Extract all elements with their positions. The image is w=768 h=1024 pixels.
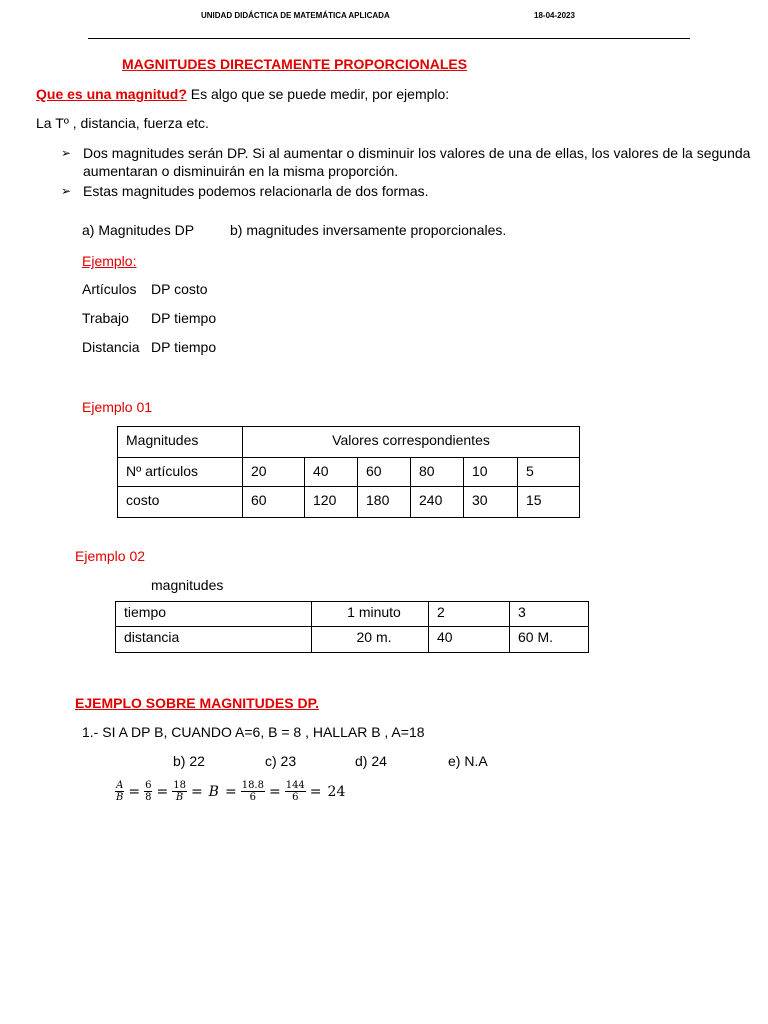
table-cell: Nº artículos bbox=[118, 458, 243, 487]
ejemplo01-table bbox=[117, 426, 580, 518]
intro-question: Que es una magnitud? bbox=[36, 86, 187, 102]
table-cell: 60 bbox=[243, 487, 305, 518]
document-header: UNIDAD DIDÁCTICA DE MATEMÁTICA APLICADA bbox=[201, 11, 390, 20]
table-cell: 60 M. bbox=[510, 627, 589, 653]
table-cell: 20 m. bbox=[312, 627, 429, 653]
table-row bbox=[116, 602, 589, 627]
table-cell: Magnitudes bbox=[118, 427, 243, 458]
table-row bbox=[118, 427, 580, 458]
option-b: b) 22 bbox=[173, 753, 205, 769]
arrow-bullet-icon: ➢ bbox=[61, 146, 72, 160]
header-date: 18-04-2023 bbox=[534, 11, 575, 20]
fraction: $\frac{6}{8}$ bbox=[145, 780, 152, 803]
table-cell: 20 bbox=[243, 458, 305, 487]
table-row bbox=[116, 627, 589, 653]
result: 24 bbox=[327, 783, 346, 800]
exercise-question: 1.- SI A DP B, CUANDO A=6, B = 8 , HALLAR B , A=18 bbox=[82, 724, 425, 740]
table-cell: costo bbox=[118, 487, 243, 518]
fraction: $\frac{A}{B}$ bbox=[116, 780, 124, 803]
ejemplo-line-left: Artículos bbox=[82, 281, 137, 297]
table-cell: 3 bbox=[510, 602, 589, 627]
ejemplo01-label: Ejemplo 01 bbox=[82, 399, 153, 415]
fraction: $\frac{144}{6}$ bbox=[285, 780, 305, 803]
exercise-heading: EJEMPLO SOBRE MAGNITUDES DP. bbox=[75, 695, 320, 711]
bullet-1-line-2: aumentaran o disminuirán en la misma proporción. bbox=[83, 163, 399, 179]
table-cell: 5 bbox=[518, 458, 580, 487]
ejemplo-line-left: Distancia bbox=[82, 339, 140, 355]
table-cell: 80 bbox=[411, 458, 464, 487]
table-cell: 40 bbox=[305, 458, 358, 487]
table-cell: 120 bbox=[305, 487, 358, 518]
table-cell: distancia bbox=[116, 627, 312, 653]
ejemplo-label: Ejemplo: bbox=[82, 253, 137, 269]
intro-examples: La Tº , distancia, fuerza etc. bbox=[36, 115, 209, 131]
ejemplo02-table bbox=[115, 601, 589, 653]
page-title: MAGNITUDES DIRECTAMENTE PROPORCIONALES bbox=[122, 56, 468, 72]
option-d: d) 24 bbox=[355, 753, 387, 769]
ejemplo-line-right: DP tiempo bbox=[151, 339, 217, 355]
intro-line bbox=[36, 86, 449, 102]
table-cell: Valores correspondientes bbox=[243, 427, 580, 458]
table-row bbox=[118, 458, 580, 487]
table-cell: 10 bbox=[464, 458, 518, 487]
table-cell: 60 bbox=[358, 458, 411, 487]
table-cell: 180 bbox=[358, 487, 411, 518]
fraction: $\frac{18}{B}$ bbox=[173, 780, 186, 803]
ejemplo-line-right: DP costo bbox=[151, 281, 208, 297]
ejemplo02-caption: magnitudes bbox=[151, 577, 224, 593]
bullet-1-line-1: Dos magnitudes serán DP. Si al aumentar o disminuir los valores de una de ellas, los valores de la segunda bbox=[83, 145, 751, 161]
ejemplo02-label: Ejemplo 02 bbox=[75, 548, 146, 564]
form-a: a) Magnitudes DP bbox=[82, 222, 195, 238]
ejemplo-line-left: Trabajo bbox=[82, 310, 129, 326]
header-rule bbox=[88, 38, 690, 39]
option-e: e) N.A bbox=[448, 753, 488, 769]
fraction: $\frac{18.8}{6}$ bbox=[241, 780, 264, 803]
solution-equation: $\frac{A}{B}$ = $\frac{6}{8}$ = $\frac{18}{B}$ = B = $\frac{18.8}{6}$ = $\frac{144}{6}$ = 24 bbox=[116, 780, 346, 803]
table-cell: 15 bbox=[518, 487, 580, 518]
table-cell: 2 bbox=[429, 602, 510, 627]
variable-b: B bbox=[208, 783, 219, 800]
table-cell: 30 bbox=[464, 487, 518, 518]
table-cell: 1 minuto bbox=[312, 602, 429, 627]
table-cell: 40 bbox=[429, 627, 510, 653]
table-cell: 240 bbox=[411, 487, 464, 518]
intro-answer: Es algo que se puede medir, por ejemplo: bbox=[186, 86, 450, 102]
ejemplo-line-right: DP tiempo bbox=[151, 310, 217, 326]
arrow-bullet-icon: ➢ bbox=[61, 184, 72, 198]
option-c: c) 23 bbox=[265, 753, 297, 769]
bullet-2: Estas magnitudes podemos relacionarla de dos formas. bbox=[83, 183, 429, 199]
table-row bbox=[118, 487, 580, 518]
table-cell: tiempo bbox=[116, 602, 312, 627]
form-b: b) magnitudes inversamente proporcionales. bbox=[230, 222, 507, 238]
